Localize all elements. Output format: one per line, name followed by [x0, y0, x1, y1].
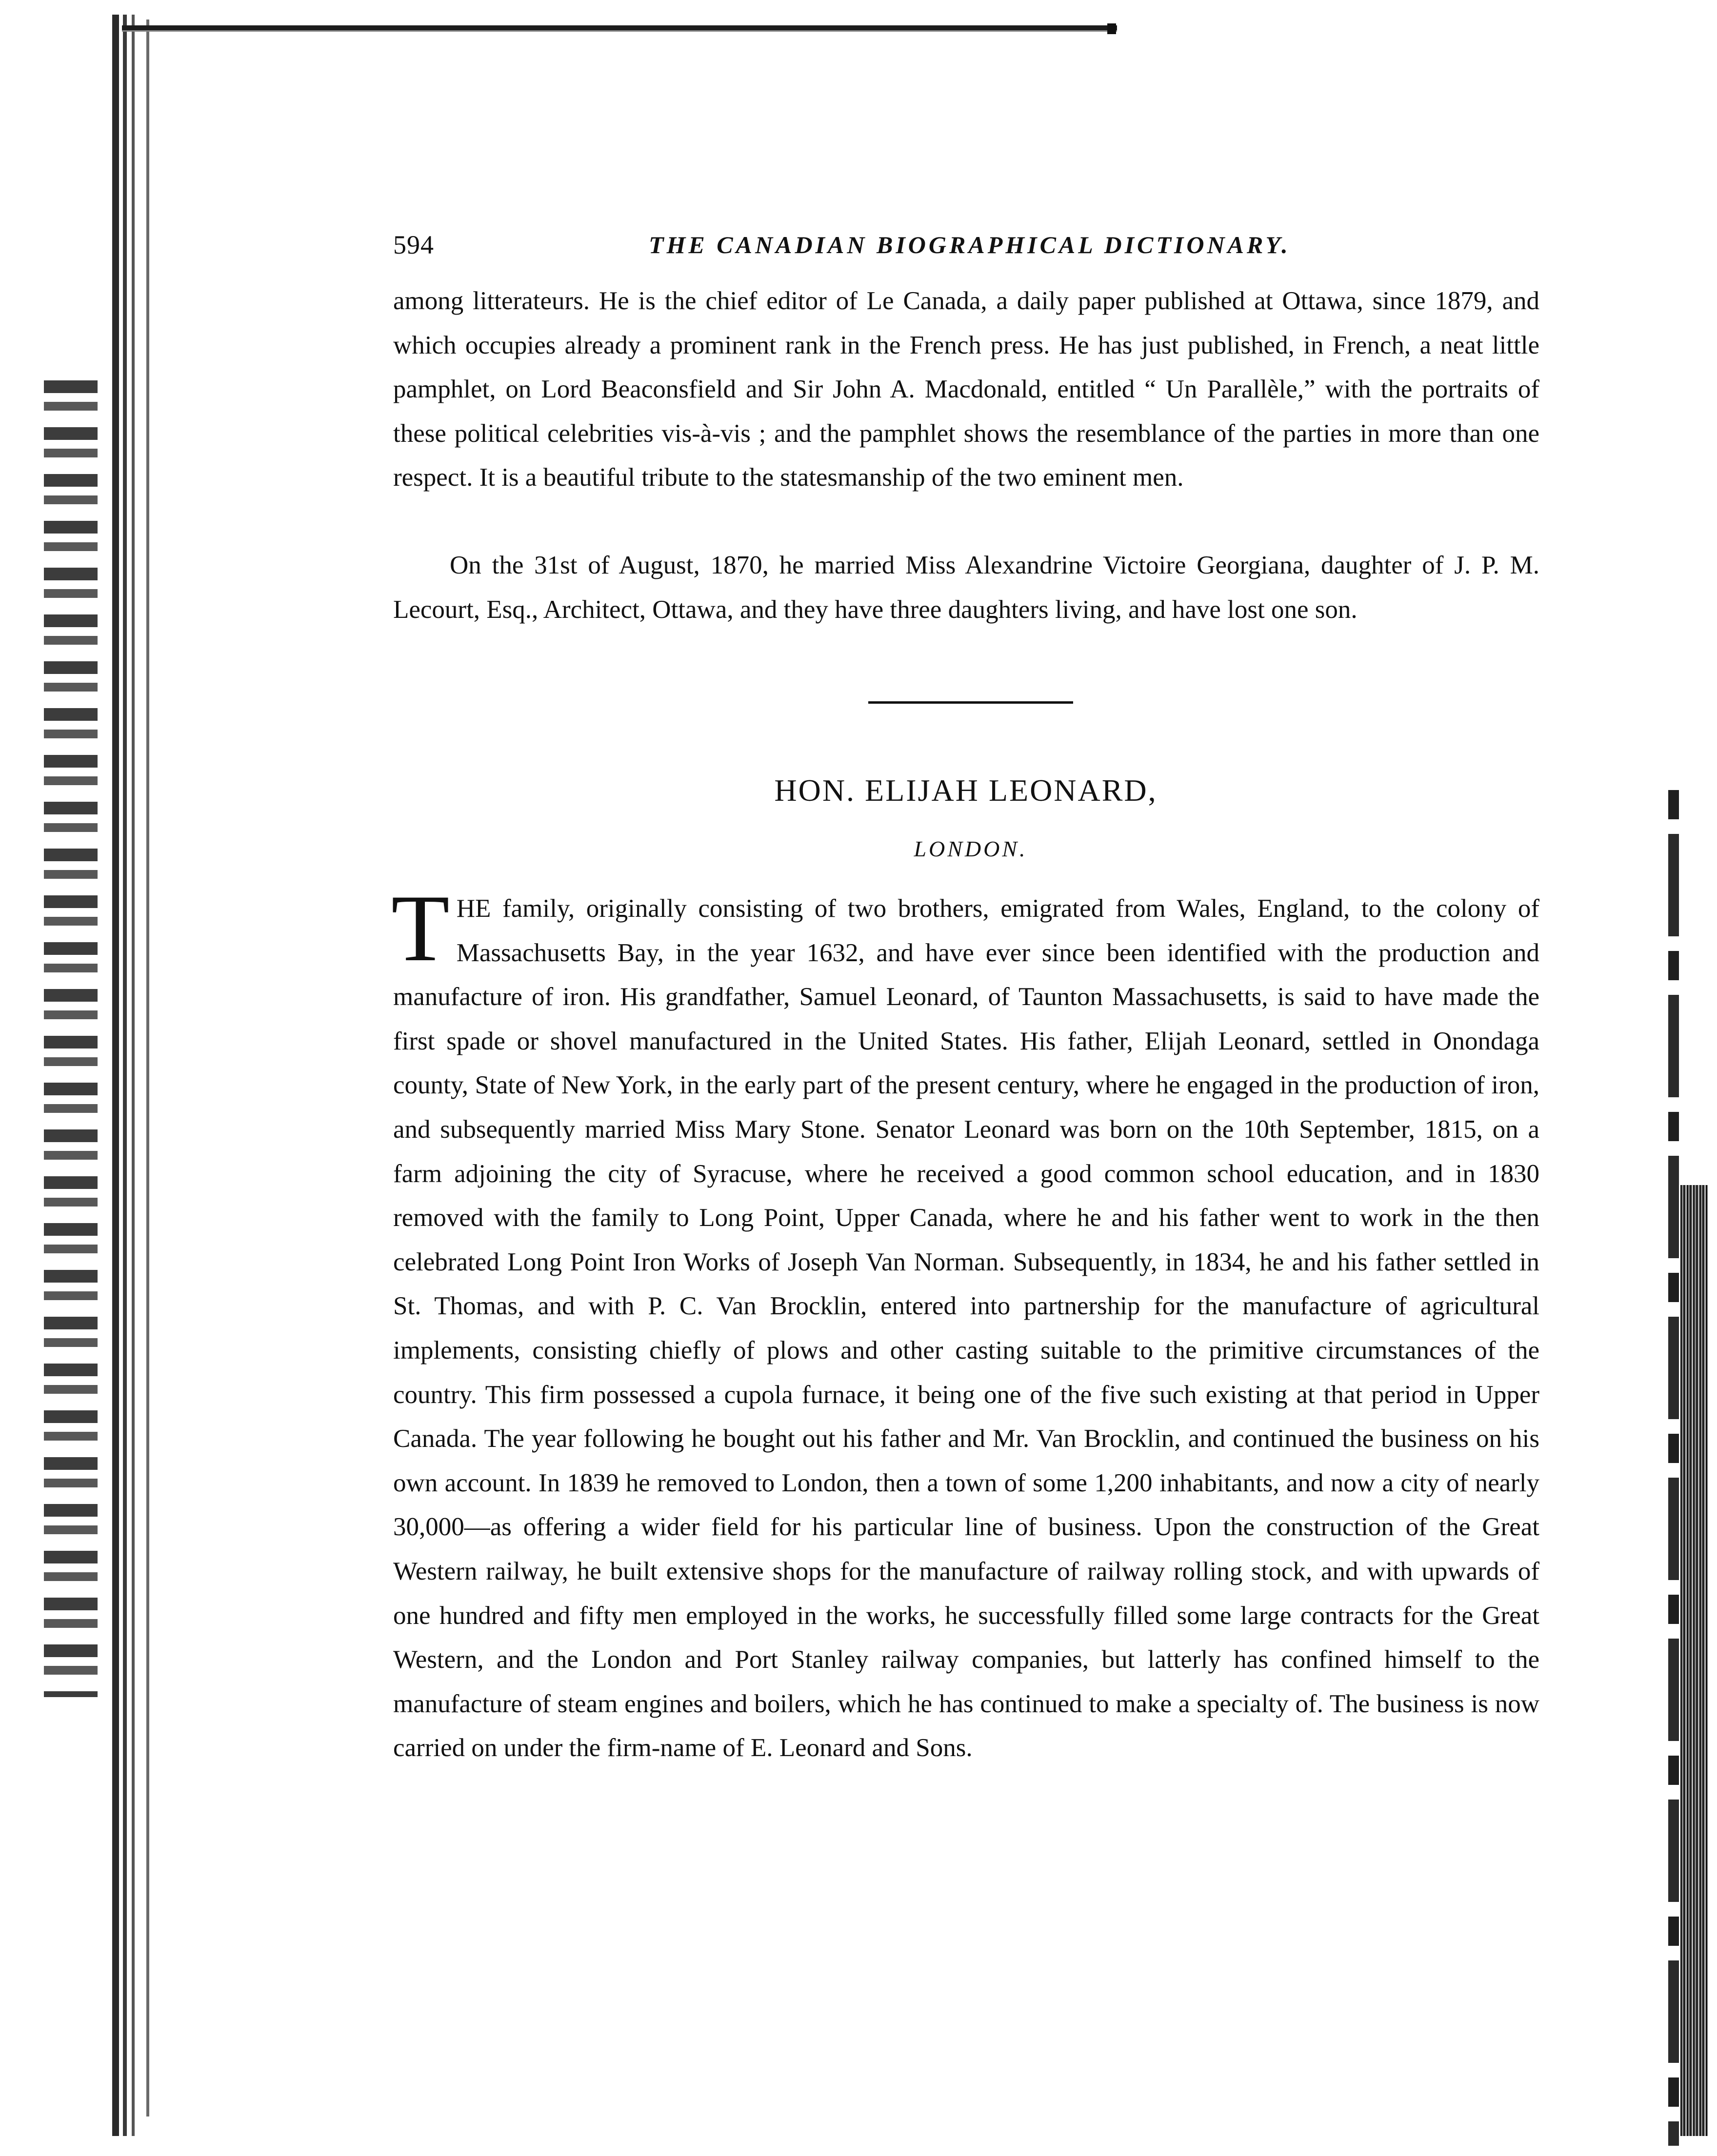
- entry-heading: HON. ELIJAH LEONARD,: [774, 773, 1158, 808]
- section-divider: [868, 701, 1073, 704]
- previous-entry-paragraph: On the 31st of August, 1870, he married Miss Alexandrine Victoire Georgiana, daughter of J. P. M. Lecourt, Esq., Architect, Ottawa, and they have three daughters living, and have lost one son.: [393, 551, 1539, 624]
- scan-top-mark: [1107, 23, 1116, 34]
- running-head: [0, 225, 1717, 264]
- running-title: THE CANADIAN BIOGRAPHICAL DICTIONARY.: [649, 231, 1291, 258]
- scan-binding-line: [146, 20, 149, 2116]
- scan-top-edge: [122, 25, 1117, 34]
- scan-right-edge-noise: [1680, 1185, 1708, 2136]
- scan-binding-edge: [112, 15, 140, 2136]
- drop-cap: T: [391, 875, 450, 981]
- scan-right-marks: [1668, 790, 1679, 2146]
- entry-body: [391, 875, 1539, 1770]
- page-number: 594: [393, 230, 434, 259]
- scan-left-marks: [44, 380, 98, 1697]
- entry-body-text: HE family, originally consisting of two brothers, emigrated from Wales, England, to the colony of Massachusetts Bay, in the year 1632, and have ever since been identified with the production and manufacture of iron. His grandfather, Samuel Leonard, of Taunton Massachusetts, is said to have made the first spade or shovel manufactured in the United States. His father, Elijah Leonard, settled in Onondaga county, State of New York, in the early part of the present century, where he engaged in the production of iron, and subsequently married Miss Mary Stone. Senator Leonard was born on the 10th September, 1815, on a farm adjoining the city of Syracuse, where he received a good common school education, and in 1830 removed with the family to Long Point, Upper Canada, where he and his father went to work in the then celebrated Long Point Iron Works of Joseph Van Norman. Subsequently, in 1834, he and his father settled in St. Thomas, and with P. C. Van Brocklin, entered into partnership for the manufacture of agricultural implements, consisting chiefly of plows and other casting suitable to the primitive circumstances of the country. This firm possessed a cupola furnace, it being one of the five such existing at that period in Upper Canada. The year following he bought out his father and Mr. Van Brocklin, and continued the business on his own account. In 1839 he removed to London, then a town of some 1,200 inhabitants, and now a city of nearly 30,000—as offering a wider field for his particular line of business. Upon the construction of the Great Western railway, he built extensive shops for the manufacture of railway rolling stock, and with upwards of one hundred and fifty men employed in the works, he successfully filled some large contracts for the Great Western, and the London and Port Stanley railway companies, but latterly has confined himself to the manufacture of steam engines and boilers, which he has continued to make a specialty of. The business is now carried on under the firm-name of E. Leonard and Sons.: [393, 894, 1539, 1762]
- entry-place: LONDON.: [914, 836, 1028, 861]
- previous-entry-paragraph: among litterateurs. He is the chief editor of Le Canada, a daily paper published at Ottawa, since 1879, and which occupies already a prominent rank in the French press. He has just published, in French, a neat little pamphlet, on Lord Beaconsfield and Sir John A. Macdonald, entitled “ Un Parallèle,” with the portraits of these political celebrities vis-à-vis ; and the pamphlet shows the resemblance of the parties in more than one respect. It is a beautiful tribute to the statesmanship of the two eminent men.: [393, 287, 1539, 492]
